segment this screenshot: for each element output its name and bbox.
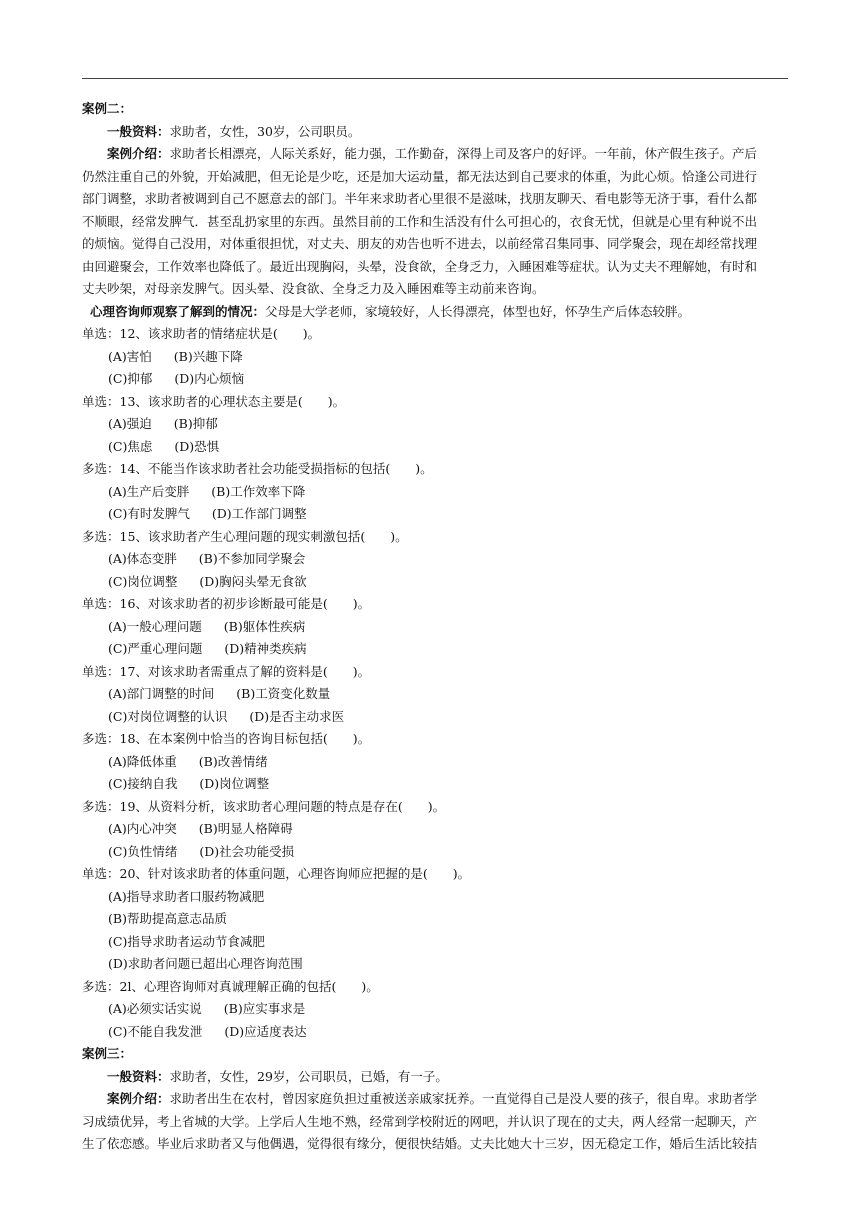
case2-general xyxy=(82,121,790,144)
case3-intro-label: 案例介绍： xyxy=(107,1091,170,1106)
question-17-options: (C)对岗位调整的认识 (D)是否主动求医 xyxy=(108,708,345,724)
question-21-stem: 多选：2l、心理咨询师对真诚理解正确的包括( )。 xyxy=(82,978,379,994)
question-14-stem: 多选：14、不能当作该求助者社会功能受损指标的包括( )。 xyxy=(82,461,433,476)
question-18-options: (C)接纳自我 (D)岗位调整 xyxy=(108,776,270,791)
question-17-stem: 单选：17、对该求助者需重点了解的资料是( )。 xyxy=(82,663,371,679)
question-15-stem: 多选：15、该求助者产生心理问题的现实刺激包括( )。 xyxy=(82,528,408,544)
question-12-options: (A)害怕 (B)兴趣下降 xyxy=(108,348,243,364)
question-16-options: (A)一般心理问题 (B)躯体性疾病 xyxy=(108,618,306,634)
case3-intro-line: 生了依恋感。毕业后求助者又与他偶遇，觉得很有缘分，便很快结婚。丈夫比她大十三岁，因无稳定工作，婚后生活比较拮 xyxy=(82,1136,758,1151)
case3-general xyxy=(82,1066,790,1089)
case2-intro-label: 案例介绍： xyxy=(107,146,170,161)
question-19-stem: 多选：19、从资料分析，该求助者心理问题的特点是存在( )。 xyxy=(82,798,446,814)
case2-intro-line: 由回避聚会，工作效率也降低了。最近出现胸闷，头晕，没食欲，全身乏力，入睡困难等症状。认为丈夫不理解她，有时和 xyxy=(82,258,758,274)
case2-intro-line: 仍然注重自己的外貌，开始减肥，但无论是少吃，还是加大运动量，都无法达到自己要求的体重，为此心烦。恰逢公司进行 xyxy=(82,168,758,184)
case2-observation xyxy=(82,301,790,324)
question-19-options: (A)内心冲突 (B)明显人格障碍 xyxy=(108,821,293,836)
case2-intro-line: 的烦恼。觉得自己没用，对体重很担忧，对丈夫、朋友的劝告也听不进去，以前经常召集同事、同学聚会，现在却经常找理 xyxy=(82,236,758,251)
question-16-options: (C)严重心理问题 (D)精神类疾病 xyxy=(108,641,307,656)
header-rule xyxy=(82,78,788,79)
question-13-options: (A)强迫 (B)抑郁 xyxy=(108,416,218,431)
question-21-options: (C)不能自我发泄 (D)应适度表达 xyxy=(108,1023,307,1039)
case3-heading: 案例三： xyxy=(82,1046,133,1061)
question-20-option: (D)求助者问题已超出心理咨询范围 xyxy=(108,956,303,971)
question-13-options: (C)焦虑 (D)恐惧 xyxy=(108,438,220,454)
case2-observe-text: 父母是大学老师，家境较好，人长得漂亮，体型也好，怀孕生产后体态较胖。 xyxy=(265,303,691,319)
question-21-options: (A)必须实话实说 (B)应实事求是 xyxy=(108,1001,306,1016)
question-14-options: (A)生产后变胖 (B)工作效率下降 xyxy=(108,483,306,499)
question-14-options: (C)有时发脾气 (D)工作部门调整 xyxy=(108,506,307,521)
document-body xyxy=(82,98,790,1156)
question-18-stem: 多选：18、在本案例中恰当的咨询目标包括( )。 xyxy=(82,731,371,746)
case2-observe-label: 心理咨询师观察了解到的情况： xyxy=(90,303,266,319)
question-15-options: (A)体态变胖 (B)不参加同学聚会 xyxy=(108,551,306,566)
question-17-options: (A)部门调整的时间 (B)工资变化数量 xyxy=(108,686,331,701)
question-20-option: (A)指导求助者口服药物减肥 xyxy=(108,888,265,904)
question-20-stem: 单选：20、针对该求助者的体重问题，心理咨询师应把握的是( )。 xyxy=(82,866,471,881)
question-18-options: (A)降低体重 (B)改善情绪 xyxy=(108,753,268,769)
case3-general-label: 一般资料： xyxy=(107,1068,170,1084)
question-16-stem: 单选：16、对该求助者的初步诊断最可能是( )。 xyxy=(82,596,371,611)
question-15-options: (C)岗位调整 (D)胸闷头晕无食欲 xyxy=(108,573,307,589)
case2-heading: 案例二： xyxy=(82,101,133,116)
case2-intro-line: 不顺眼，经常发脾气．甚至乱扔家里的东西。虽然目前的工作和生活没有什么可担心的，衣食无忧，但就是心里有种说不出 xyxy=(82,213,758,229)
question-20-option: (C)指导求助者运动节食减肥 xyxy=(108,933,265,949)
question-12-options: (C)抑郁 (D)内心烦恼 xyxy=(108,371,245,386)
question-13-stem: 单选：13、该求助者的心理状态主要是( )。 xyxy=(82,393,346,409)
case3-intro-line: 案例介绍：求助者出生在农村，曾因家庭负担过重被送亲戚家抚养。一直觉得自己是没人要的孩子，很自卑。求助者学 xyxy=(107,1091,758,1106)
case2-intro-line: 部门调整，求助者被调到自己不愿意去的部门。半年来求助者心里很不是滋味，找朋友聊天、看电影等无济于事，看什么都 xyxy=(82,191,758,206)
question-19-options: (C)负性情绪 (D)社会功能受损 xyxy=(108,843,295,859)
case3-general-text: 求助者，女性，29岁，公司职员，已婚，有一子。 xyxy=(169,1068,448,1084)
case2-intro-line: 案例介绍：求助者长相漂亮，人际关系好，能力强，工作勤奋，深得上司及客户的好评。一年前，休产假生孩子。产后 xyxy=(107,146,758,161)
question-12-stem: 单选：12、该求助者的情绪症状是( )。 xyxy=(82,326,321,341)
case2-general-label: 一般资料： xyxy=(107,123,170,139)
case2-general-text: 求助者，女性，30岁，公司职员。 xyxy=(169,123,361,139)
case3-intro-line: 习成绩优异，考上省城的大学。上学后人生地不熟，经常到学校附近的网吧，并认识了现在的丈夫，两人经常一起聊天，产 xyxy=(82,1113,758,1129)
case2-intro-line: 丈夫吵架，对母亲发脾气。因头晕、没食欲、全身乏力及入睡困难等主动前来咨询。 xyxy=(82,281,545,296)
question-20-option: (B)帮助提高意志品质 xyxy=(108,911,227,926)
